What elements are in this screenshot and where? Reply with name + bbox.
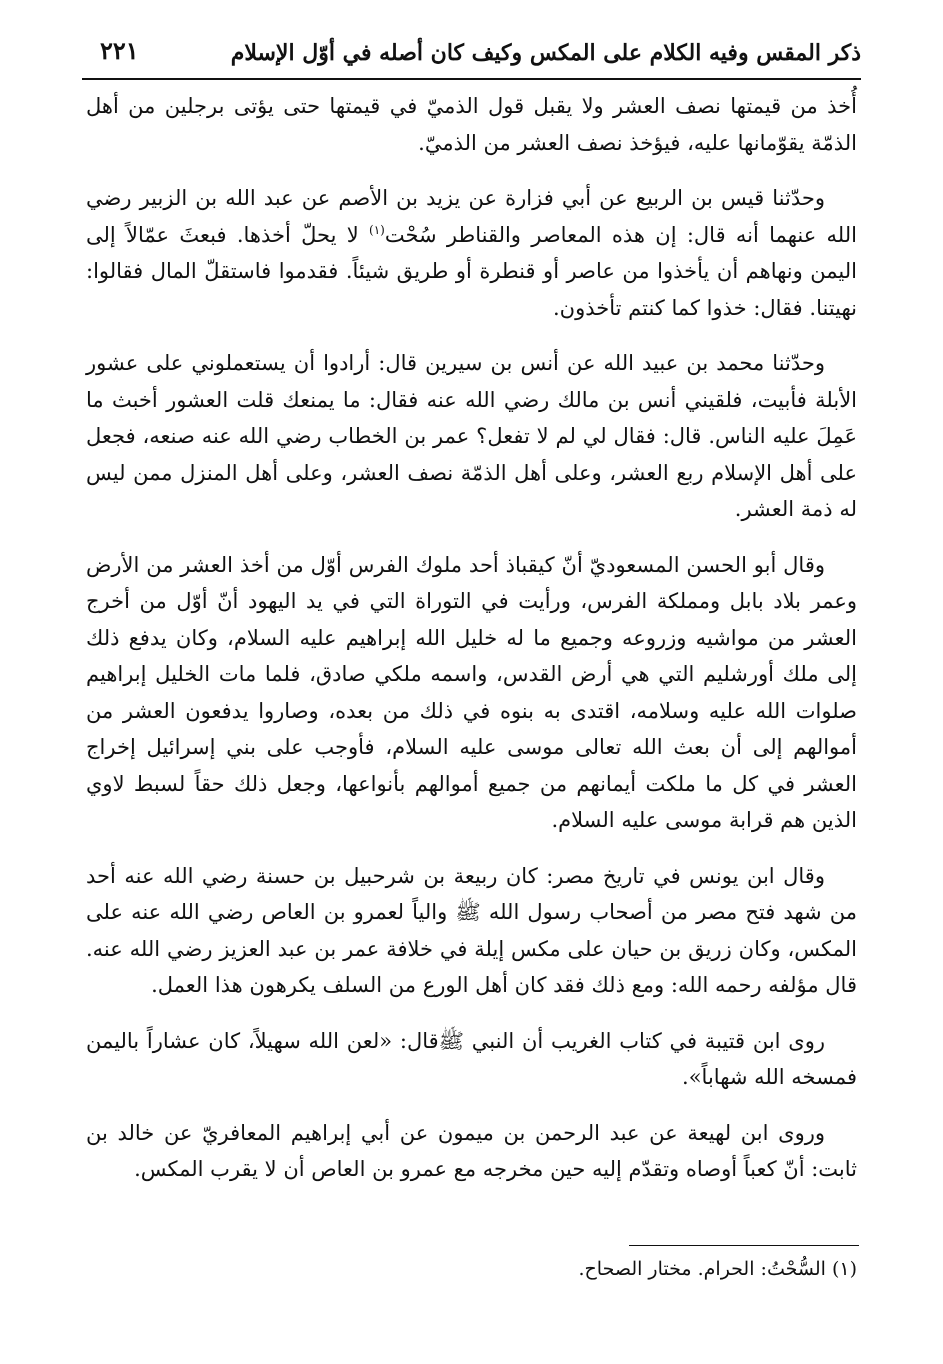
paragraph-4: وقال أبو الحسن المسعوديّ أنّ كيقباذ أحد ملوك الفرس أوّل من أخذ العشر من الأرض وعمر بلاد بابل ومملكة الفرس، ورأيت في التوراة التي في يد اليهود أنّ أوّل من أخرج العشر من مواشيه وزروعه وجميع ما له خليل الله إبراهيم عليه السلام، وكان يدفع ذلك إلى ملك أورشليم التي هي أرض القدس، واسمه ملكي صادق، فلما مات الخليل إبراهيم صلوات الله عليه وسلامه، اقتدى به بنوه في ذلك من بعده، وصاروا يدفعون العشر من أموالهم إلى أن بعث الله تعالى موسى عليه السلام، فأوجب على بني إسرائيل إخراج العشر في كل ما ملكت أيمانهم من جميع أموالهم بأنواعها، وجعل ذلك حقاً لسبط لاوي الذين هم قرابة موسى عليه السلام. bbox=[86, 552, 857, 832]
main-text bbox=[86, 88, 857, 1207]
running-title: ذكر المقس وفيه الكلام على المكس وكيف كان أصله في أوّل الإسلام bbox=[230, 40, 861, 66]
paragraph-2-end: لا يحلّ أخذها. فبعثَ عمّالاً إلى اليمن ونهاهم أن يأخذوا من عاصر أو قنطرة أو طريق شيئاً. فقدموا فاستقلّ المال فقالوا: نهيتنا. فقال: خذوا كما كنتم تأخذون. bbox=[86, 222, 857, 320]
footnote-text: السُّحْتُ: الحرام. مختار الصحاح. bbox=[578, 1258, 826, 1280]
footnote-reference[interactable]: (١) bbox=[369, 222, 385, 237]
footnote-marker: (١) bbox=[831, 1258, 857, 1280]
paragraph-5-text: وقال ابن يونس في تاريخ مصر: كان ربيعة بن شرحبيل بن حسنة رضي الله عنه أحد من شهد فتح مصر من أصحاب رسول الله ﷺ والياً لعمرو بن العاص رضي الله عنه على المكس، وكان زريق بن حيان على مكس إيلة في خلافة عمر بن عبد العزيز رضي الله عنه. bbox=[86, 863, 857, 961]
paragraph-6: روى ابن قتيبة في كتاب الغريب أن النبي ﷺقال: «لعن الله سهيلاً، كان عشاراً باليمن فمسخه الله شهاباً». bbox=[86, 1028, 857, 1089]
author-note: قال مؤلفه رحمه الله: ومع ذلك فقد كان أهل الورع من السلف يكرهون هذا العمل. bbox=[151, 973, 857, 997]
footnote bbox=[86, 1254, 857, 1284]
paragraph-3: وحدّثنا محمد بن عبيد الله عن أنس بن سيرين قال: أرادوا أن يستعملوني على عشور الأبلة فأبيت، فلقيني أنس بن مالك رضي الله عنه فقال: ما يمنعك قلت العشور أخبث ما عَمِلَ عليه الناس. قال: فقال لي لم لا تفعل؟ عمر بن الخطاب رضي الله عنه صنعه، فجعل على أهل الإسلام ربع العشر، وعلى أهل الذمّة نصف العشر، وعلى أهل المنزل ممن ليس له ذمة العشر. bbox=[86, 351, 857, 521]
paragraph-5 bbox=[86, 858, 857, 1004]
paragraph-2-start: وحدّثنا قيس بن الربيع عن أبي فزارة عن يزيد بن الأصم عن عبد الله بن الزبير رضي الله عنهما أنه قال: إن هذه المعاصر والقناطر سُحْت bbox=[86, 186, 857, 247]
paragraph-7: وروى ابن لهيعة عن عبد الرحمن بن ميمون عن أبي إبراهيم المعافريّ عن خالد بن ثابت: أنّ كعباً أوصاه وتقدّم إليه حين مخرجه مع عمرو بن العاص أن لا يقرب المكس. bbox=[86, 1120, 857, 1181]
page-header bbox=[82, 32, 861, 80]
footnote-divider bbox=[629, 1245, 859, 1246]
paragraph-1: أُخذ من قيمتها نصف العشر ولا يقبل قول الذميّ في قيمتها حتى يؤتى برجلين من أهل الذمّة يقوّمانها عليه، فيؤخذ نصف العشر من الذميّ. bbox=[86, 94, 857, 155]
page-number: ٢٢١ bbox=[100, 36, 139, 65]
paragraph-2 bbox=[86, 180, 857, 326]
